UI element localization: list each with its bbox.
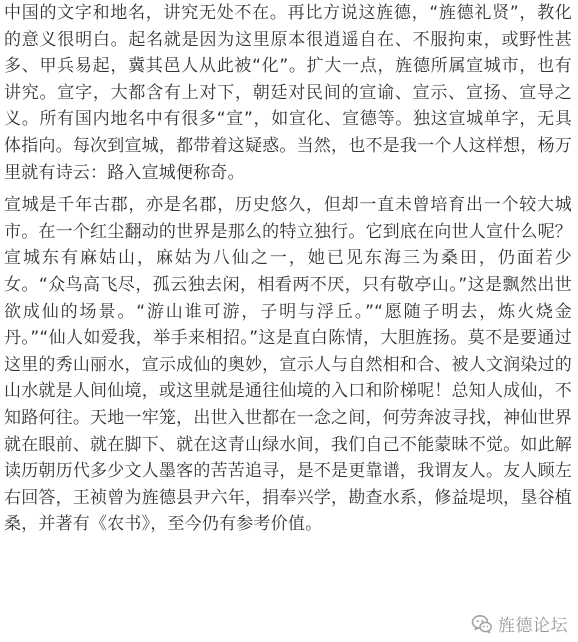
wechat-icon xyxy=(471,613,493,635)
watermark xyxy=(471,611,568,636)
paragraph-1: 中国的文字和地名，讲究无处不在。再比方说这旌德，“旌德礼贤”，教化的意义很明白。起名就是因为这里原本很逍遥自在、不服拘束，或野性甚多、甲兵易起，冀其邑人从此被“化”。扩大一点，旌德所属宣城市，也有讲究。宣字，大都含有上对下，朝廷对民间的宣谕、宣示、宣扬、宣导之义。所有国内地名中有很多“宣”，如宣化、宣德等。独这宣城单字，无具体指向。每次到宣城，都带着这疑惑。当然，也不是我一个人这样想，杨万里就有诗云：路入宣城便称奇。 xyxy=(4,3,572,183)
watermark-text: 旌德论坛 xyxy=(498,616,568,636)
paragraph-2: 宣城是千年古郡，亦是名郡，历史悠久，但却一直未曾培育出一个较大城市。在一个红尘翻动的世界是那么的特立独行。它到底在向世人宣什么呢？宣城东有麻姑山，麻姑为八仙之一，她已见东海三为桑田，仍面若少女。“众鸟高飞尽，孤云独去闲，相看两不厌，只有敬亭山。”这是飘然出世欲成仙的场景。“游山谁可游，子明与浮丘。”“愿随子明去，炼火烧金丹。”“仙人如爱我，举手来相招。”这是直白陈情，大胆旌扬。莫不是要通过这里的秀山丽水，宣示成仙的奥妙，宣示人与自然相和合、被人文润染过的山水就是人间仙境，或这里就是通往仙境的入口和阶梯呢！总知人成仙，不知路何往。天地一牢笼，出世入世都在一念之间，何劳奔波寻找，神仙世界就在眼前、就在脚下、就在这青山绿水间，我们自己不能蒙昧不觉。如此解读历朝历代多少文人墨客的苦苦追寻，是不是更靠谱，我谓友人。友人顾左右回答，王祯曾为旌德县尹六年，捐奉兴学，勘查水系，修益堤坝，垦谷植桑，并著有《农书》，至今仍有参考价值。 xyxy=(4,195,572,535)
